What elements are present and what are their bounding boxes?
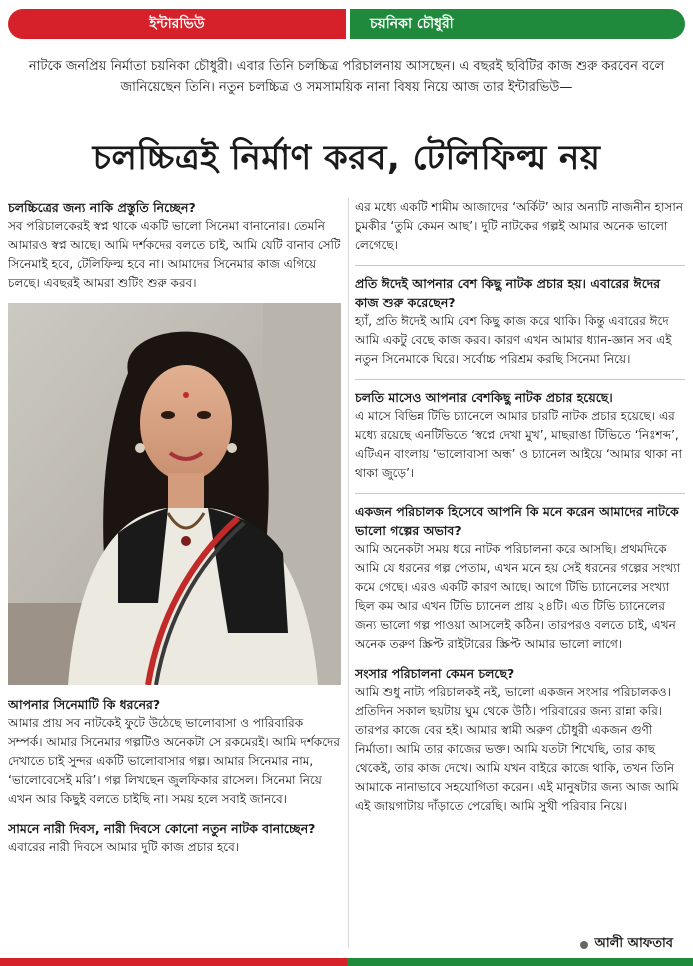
byline	[580, 934, 673, 955]
footer-green-strip	[347, 958, 693, 966]
answer-film-genre: আমার প্রায় সব নাটকেই ফুটে উঠেছে ভালোবাসা ও পারিবারিক সম্পর্ক। আমার সিনেমার গল্পটিও অনেকটা সে রকমেরই। আমি দর্শকদের দেখাতে চাই সুন্দর একটি ভালোবাসার গল্প। আমার সিনেমার নাম, ‘ভালোবেসেই মরি’। গল্প লিখছেন জুলফিকার রাসেল। সিনেমা নিয়ে এখন আর কিছুই বলতে চাইছি না। সময় হলে সবাই জানবে।	[8, 716, 340, 806]
answer-womens-day-continued: এর মধ্যে একটি শামীম আজাদের ‘অর্কিট’ আর অন্যটি নাজনীন হাসান চুমকীর ‘তুমি কেমন আছ’। দুটি নাটকের গল্পই আমার অনেক ভালো লেগেছে।	[355, 200, 684, 252]
question-film-genre: আপনার সিনেমাটি কি ধরনের?	[8, 697, 161, 712]
question-film-preparation: চলচ্চিত্রের জন্য নাকি প্রস্তুতি নিচ্ছেন?	[8, 200, 196, 215]
divider	[355, 493, 685, 494]
intro-paragraph: নাটকে জনপ্রিয় নির্মাতা চয়নিকা চৌধুরী। এবার তিনি চলচ্চিত্র পরিচালনায় আসছেন। এ বছরই ছবিটির কাজ শুরু করবেন বলে জানিয়েছেন তিনি। নতুন চলচ্চিত্র ও সমসাময়িক নানা বিষয় নিয়ে আজ তার ইন্টারভিউ—	[28, 59, 665, 95]
divider	[355, 265, 685, 266]
portrait-illustration	[8, 303, 341, 685]
divider	[355, 379, 685, 380]
answer-family: আমি শুধু নাট্য পরিচালকই নই, ভালো একজন সংসার পরিচালকও। প্রতিদিন সকাল ছয়টায় ঘুম থেকে উঠি। পরিবারের জন্য রান্না করি। তারপর কাজে বের হই। আমার স্বামী অরুণ চৌধুরী একজন গুণী নির্মাতা। আমি তার কাজের ভক্ত। আমি যতটা শিখেছি, তার কাছ থেকেই, তার কাজ দেখে। আমি যখন বাইরে কাজে থাকি, তখন তিনি আমাকে নানাভাবে সহযোগিতা করেন। এই মানুষটার জন্য আজ আমি এই জায়গাটায় দাঁড়াতে পেরেছি। আমি সুখী পরিবার নিয়ে।	[355, 685, 679, 813]
answer-eid-dramas: হ্যাঁ, প্রতি ঈদেই আমি বেশ কিছু কাজ করে থাকি। কিন্তু এবারের ঈদে আমি একটু বেছে কাজ করব। কারণ এখন আমার ধ্যান-জ্ঞান সব এই নতুন সিনেমাকে ঘিরে। সর্বোচ্চ পরিশ্রম করছি সিনেমা নিয়ে।	[355, 314, 672, 366]
question-this-month: চলতি মাসেও আপনার বেশকিছু নাটক প্রচার হয়েছে।	[355, 390, 613, 405]
answer-womens-day: এবারের নারী দিবসে আমার দুটি কাজ প্রচার হবে।	[8, 840, 240, 854]
left-column	[8, 198, 341, 958]
question-womens-day: সামনে নারী দিবস, নারী দিবসে কোনো নতুন নাটক বানাচ্ছেন?	[8, 821, 316, 836]
section-label: ইন্টারভিউ	[8, 9, 346, 39]
column-divider	[348, 198, 349, 948]
section-header	[8, 9, 685, 39]
answer-this-month: এ মাসে বিভিন্ন টিভি চ্যানেলে আমার চারটি নাটক প্রচার হয়েছে। এর মধ্যে রয়েছে এনটিভিতে ‘স্বপ্নে দেখা মুখ’, মাছরাঙা টিভিতে ‘নিঃশব্দ’, এটিএন বাংলায় ‘ভালোবাসা অন্ধ’ ও চ্যানেল আইয়ে ‘আমার থাকা না থাকা জুড়ে’।	[355, 409, 682, 480]
footer-color-bar	[0, 958, 693, 966]
answer-film-preparation: সব পরিচালকেরই স্বপ্ন থাকে একটি ভালো সিনেমা বানানোর। তেমনি আমারও স্বপ্ন আছে। আমি দর্শকদের বলতে চাই, আমি যেটি বানাব সেটি সিনেমাই হবে, টেলিফিল্ম হবে না। আমাদের সিনেমার কাজ এগিয়ে চলছে। এবছরই আমরা শুটিং শুরু করব।	[8, 219, 341, 290]
bullet-icon	[580, 941, 588, 949]
right-column	[355, 198, 685, 938]
footer-red-strip	[0, 958, 347, 966]
portrait-photo	[8, 303, 341, 685]
answer-story-shortage: আমি অনেকটা সময় ধরে নাটক পরিচালনা করে আসছি। প্রথমদিকে আমি যে ধরনের গল্প পেতাম, এখন মনে হয় সেই ধরনের গল্পের সংখ্যা কমে গেছে। এরও একটি কারণ আছে। আগে টিভি চ্যানেলের সংখ্যা ছিল কম আর এখন টিভি চ্যানেল প্রায় ২৪টি। এত টিভি চ্যানেলের জন্য ভালো গল্প পাওয়া আসলেই কঠিন। তারপরও বলতে চাই, এখন অনেক তরুণ স্ক্রিপ্ট রাইটারের স্ক্রিপ্ট আমার ভালো লাগে।	[355, 542, 681, 651]
question-eid-dramas: প্রতি ঈদেই আপনার বেশ কিছু নাটক প্রচার হয়। এবারের ঈদের কাজ শুরু করেছেন?	[355, 276, 661, 310]
question-family: সংসার পরিচালনা কেমন চলছে?	[355, 666, 515, 681]
question-story-shortage: একজন পরিচালক হিসেবে আপনি কি মনে করেন আমাদের নাটকে ভালো গল্পের অভাব?	[355, 504, 679, 538]
headline: চলচ্চিত্রই নির্মাণ করব, টেলিফিল্ম নয়	[92, 138, 601, 178]
author-name: আলী আফতাব	[594, 936, 673, 951]
subject-name: চয়নিকা চৌধুরী	[350, 9, 685, 39]
